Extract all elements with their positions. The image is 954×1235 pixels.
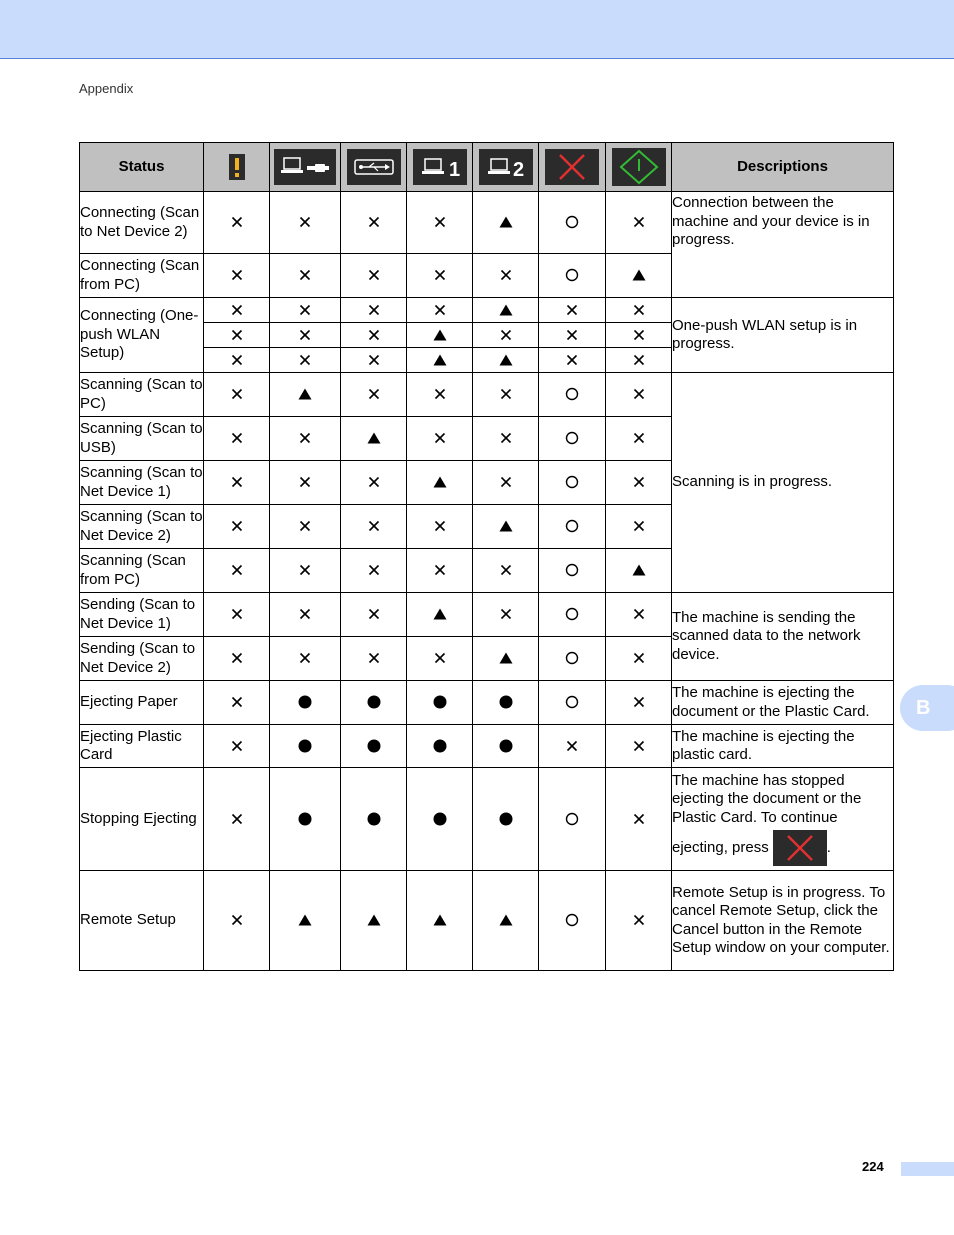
led-off-icon [299,354,311,366]
led-off-icon [566,304,578,316]
led-on-icon [499,739,513,753]
symbol-cell [473,298,539,323]
led-off-icon [434,652,446,664]
led-off-icon [368,269,380,281]
symbol-cell [539,505,606,549]
symbol-cell [204,461,270,505]
header-band [0,0,954,59]
symbol-cell [341,593,407,637]
symbol-cell [539,373,606,417]
symbol-cell [539,254,606,298]
led-ready-icon [565,651,579,665]
symbol-cell [407,298,473,323]
warning-led-icon [229,154,245,180]
led-off-icon [231,914,243,926]
status-cell: Scanning (Scan to PC) [80,373,204,417]
symbol-cell [473,254,539,298]
led-off-icon [500,388,512,400]
symbol-cell [473,768,539,871]
symbol-cell [270,373,341,417]
symbol-cell [341,505,407,549]
symbol-cell [341,192,407,254]
svg-text:2: 2 [512,159,524,181]
symbol-cell [341,549,407,593]
symbol-cell [270,417,341,461]
led-off-icon [231,304,243,316]
status-header: Status [80,143,204,192]
led-blinking-icon [367,432,381,444]
description-cell: The machine is sending the scanned data to the network device. [672,593,894,681]
led-off-icon [633,652,645,664]
symbol-cell [606,593,672,637]
symbol-cell [606,373,672,417]
symbol-cell [606,298,672,323]
led-off-icon [231,269,243,281]
press-instruction [672,830,893,866]
symbol-cell [606,505,672,549]
symbol-cell [407,871,473,971]
symbol-cell [407,593,473,637]
symbol-cell [270,549,341,593]
start-column [606,143,672,192]
led-off-icon [434,520,446,532]
symbol-cell [341,348,407,373]
led-off-icon [299,652,311,664]
symbol-cell [606,725,672,768]
led-off-icon [500,269,512,281]
led-off-icon [633,914,645,926]
table-row [80,681,894,725]
symbol-cell [539,417,606,461]
led-off-icon [299,564,311,576]
symbol-cell [407,505,473,549]
led-blinking-icon [499,652,513,664]
status-cell: Sending (Scan to Net Device 1) [80,593,204,637]
net-device-2-column [473,143,539,192]
symbol-cell [204,323,270,348]
table-row [80,593,894,637]
pc-network-icon [274,149,336,185]
led-blinking-icon [499,216,513,228]
symbol-cell [473,417,539,461]
led-blinking-icon [367,914,381,926]
symbol-cell [473,725,539,768]
led-on-icon [367,812,381,826]
led-off-icon [633,304,645,316]
led-on-icon [298,695,312,709]
led-blinking-icon [632,564,646,576]
led-on-icon [433,739,447,753]
led-ready-icon [565,387,579,401]
status-cell: Connecting (Scan from PC) [80,254,204,298]
led-off-icon [633,476,645,488]
symbol-cell [606,461,672,505]
led-off-icon [231,216,243,228]
led-off-icon [231,696,243,708]
symbol-cell [473,323,539,348]
press-text: ejecting, press [672,839,769,856]
symbol-cell [473,505,539,549]
symbol-cell [204,417,270,461]
status-cell: Sending (Scan to Net Device 2) [80,637,204,681]
led-off-icon [434,269,446,281]
led-off-icon [633,216,645,228]
symbol-cell [341,254,407,298]
led-off-icon [500,329,512,341]
symbol-cell [473,348,539,373]
symbol-cell [539,192,606,254]
symbol-cell [539,681,606,725]
stop-exit-column [539,143,606,192]
led-on-icon [367,739,381,753]
led-off-icon [434,388,446,400]
usb-column [341,143,407,192]
start-button-icon [612,148,666,186]
symbol-cell [539,461,606,505]
stop-exit-button-icon [545,149,599,185]
page-number: 224 [862,1159,884,1174]
led-off-icon [231,652,243,664]
status-cell: Scanning (Scan to Net Device 1) [80,461,204,505]
symbol-cell [341,461,407,505]
status-cell: Scanning (Scan from PC) [80,549,204,593]
symbol-cell [407,461,473,505]
description-cell: One-push WLAN setup is in progress. [672,298,894,373]
led-blinking-icon [632,269,646,281]
section-title: Appendix [79,81,134,96]
led-off-icon [500,608,512,620]
net-device-1-icon [413,149,467,185]
press-period: . [826,839,831,856]
symbol-cell [606,192,672,254]
symbol-cell [539,725,606,768]
led-off-icon [566,329,578,341]
description-cell: Scanning is in progress. [672,373,894,593]
led-on-icon [298,739,312,753]
led-off-icon [633,388,645,400]
led-blinking-icon [499,354,513,366]
led-on-icon [499,695,513,709]
led-blinking-icon [433,914,447,926]
led-blinking-icon [499,304,513,316]
led-off-icon [231,432,243,444]
led-off-icon [368,354,380,366]
led-on-icon [433,812,447,826]
led-off-icon [500,432,512,444]
led-blinking-icon [433,608,447,620]
symbol-cell [606,348,672,373]
status-table [79,142,894,971]
symbol-cell [473,593,539,637]
led-off-icon [633,696,645,708]
symbol-cell [341,373,407,417]
symbol-cell [341,871,407,971]
stop-exit-button-icon [773,830,827,866]
led-off-icon [633,813,645,825]
symbol-cell [407,323,473,348]
led-off-icon [299,216,311,228]
led-off-icon [566,354,578,366]
symbol-cell [473,549,539,593]
led-on-icon [298,812,312,826]
symbol-cell [341,323,407,348]
symbol-cell [606,768,672,871]
led-on-icon [367,695,381,709]
symbol-cell [270,348,341,373]
symbol-cell [473,373,539,417]
symbol-cell [204,192,270,254]
table-row [80,768,894,871]
led-blinking-icon [298,388,312,400]
led-ready-icon [565,519,579,533]
symbol-cell [204,681,270,725]
led-off-icon [434,564,446,576]
footer-bar [901,1162,954,1176]
led-off-icon [299,329,311,341]
symbol-cell [407,417,473,461]
symbol-cell [204,725,270,768]
led-off-icon [299,304,311,316]
symbol-cell [473,637,539,681]
symbol-cell [270,768,341,871]
led-blinking-icon [499,520,513,532]
led-off-icon [368,520,380,532]
symbol-cell [407,254,473,298]
symbol-cell [473,461,539,505]
description-cell [672,768,894,871]
symbol-cell [270,298,341,323]
status-cell: Ejecting Paper [80,681,204,725]
led-off-icon [633,740,645,752]
symbol-cell [204,593,270,637]
symbol-cell [341,681,407,725]
symbol-cell [341,725,407,768]
led-off-icon [566,740,578,752]
led-off-icon [368,476,380,488]
symbol-cell [539,323,606,348]
symbol-cell [270,192,341,254]
led-off-icon [368,216,380,228]
symbol-cell [341,768,407,871]
led-off-icon [231,520,243,532]
symbol-cell [270,725,341,768]
led-ready-icon [565,695,579,709]
led-off-icon [231,564,243,576]
symbol-cell [539,637,606,681]
symbol-cell [539,593,606,637]
symbol-cell [270,593,341,637]
symbol-cell [606,254,672,298]
symbol-cell [407,681,473,725]
net-device-1-column [407,143,473,192]
led-ready-icon [565,607,579,621]
led-off-icon [299,476,311,488]
symbol-cell [473,192,539,254]
symbol-cell [341,298,407,323]
led-ready-icon [565,913,579,927]
symbol-cell [204,505,270,549]
symbol-cell [407,192,473,254]
symbol-cell [204,768,270,871]
led-off-icon [633,608,645,620]
led-off-icon [368,564,380,576]
pc-network-column [270,143,341,192]
led-ready-icon [565,812,579,826]
led-blinking-icon [433,476,447,488]
led-off-icon [434,432,446,444]
warning-led-column [204,143,270,192]
symbol-cell [407,725,473,768]
symbol-cell [407,549,473,593]
symbol-cell [539,298,606,323]
symbol-cell [539,348,606,373]
table-row [80,192,894,254]
symbol-cell [407,768,473,871]
led-off-icon [368,388,380,400]
led-off-icon [231,388,243,400]
symbol-cell [204,298,270,323]
symbol-cell [270,323,341,348]
led-off-icon [231,740,243,752]
table-header-row [80,143,894,192]
symbol-cell [204,871,270,971]
led-ready-icon [565,215,579,229]
led-blinking-icon [433,329,447,341]
status-cell: Scanning (Scan to Net Device 2) [80,505,204,549]
symbol-cell [204,637,270,681]
symbol-cell [270,871,341,971]
led-off-icon [368,329,380,341]
status-cell: Connecting (Scan to Net Device 2) [80,192,204,254]
led-off-icon [434,304,446,316]
net-device-2-icon [479,149,533,185]
led-blinking-icon [499,914,513,926]
symbol-cell [270,461,341,505]
table-row [80,871,894,971]
appendix-tab: B [900,685,954,731]
led-off-icon [633,520,645,532]
description-text: The machine has stopped ejecting the document or the Plastic Card. To continue [672,771,862,826]
symbol-cell [539,549,606,593]
status-cell: Scanning (Scan to USB) [80,417,204,461]
symbol-cell [473,871,539,971]
led-off-icon [368,608,380,620]
symbol-cell [270,681,341,725]
led-blinking-icon [433,354,447,366]
symbol-cell [204,254,270,298]
led-off-icon [500,476,512,488]
description-cell: The machine is ejecting the plastic card. [672,725,894,768]
status-cell: Stopping Ejecting [80,768,204,871]
table-row [80,725,894,768]
descriptions-header: Descriptions [672,143,894,192]
status-cell: Connecting (One-push WLAN Setup) [80,298,204,373]
led-off-icon [368,304,380,316]
symbol-cell [270,637,341,681]
led-on-icon [433,695,447,709]
led-off-icon [231,476,243,488]
led-blinking-icon [298,914,312,926]
led-off-icon [633,354,645,366]
status-cell: Ejecting Plastic Card [80,725,204,768]
status-cell: Remote Setup [80,871,204,971]
led-off-icon [633,329,645,341]
description-cell: Remote Setup is in progress. To cancel Remote Setup, click the Cancel button in the Remote Setup window on your computer. [672,871,894,971]
symbol-cell [606,417,672,461]
led-off-icon [299,520,311,532]
table-row [80,373,894,417]
led-off-icon [434,216,446,228]
symbol-cell [606,681,672,725]
symbol-cell [204,549,270,593]
symbol-cell [407,373,473,417]
led-off-icon [231,329,243,341]
led-ready-icon [565,268,579,282]
description-cell: Connection between the machine and your device is in progress. [672,192,894,298]
led-off-icon [299,608,311,620]
table-row [80,298,894,323]
led-off-icon [368,652,380,664]
symbol-cell [407,348,473,373]
led-off-icon [299,269,311,281]
led-ready-icon [565,431,579,445]
symbol-cell [341,637,407,681]
led-on-icon [499,812,513,826]
led-off-icon [500,564,512,576]
led-ready-icon [565,475,579,489]
symbol-cell [407,637,473,681]
symbol-cell [270,254,341,298]
symbol-cell [270,505,341,549]
symbol-cell [606,323,672,348]
symbol-cell [204,373,270,417]
led-off-icon [633,432,645,444]
symbol-cell [606,637,672,681]
description-cell: The machine is ejecting the document or the Plastic Card. [672,681,894,725]
led-off-icon [231,354,243,366]
svg-text:1: 1 [448,159,460,181]
symbol-cell [606,549,672,593]
symbol-cell [204,348,270,373]
led-off-icon [299,432,311,444]
symbol-cell [606,871,672,971]
usb-icon [347,149,401,185]
symbol-cell [539,768,606,871]
led-off-icon [231,608,243,620]
symbol-cell [473,681,539,725]
led-off-icon [231,813,243,825]
symbol-cell [341,417,407,461]
symbol-cell [539,871,606,971]
led-ready-icon [565,563,579,577]
